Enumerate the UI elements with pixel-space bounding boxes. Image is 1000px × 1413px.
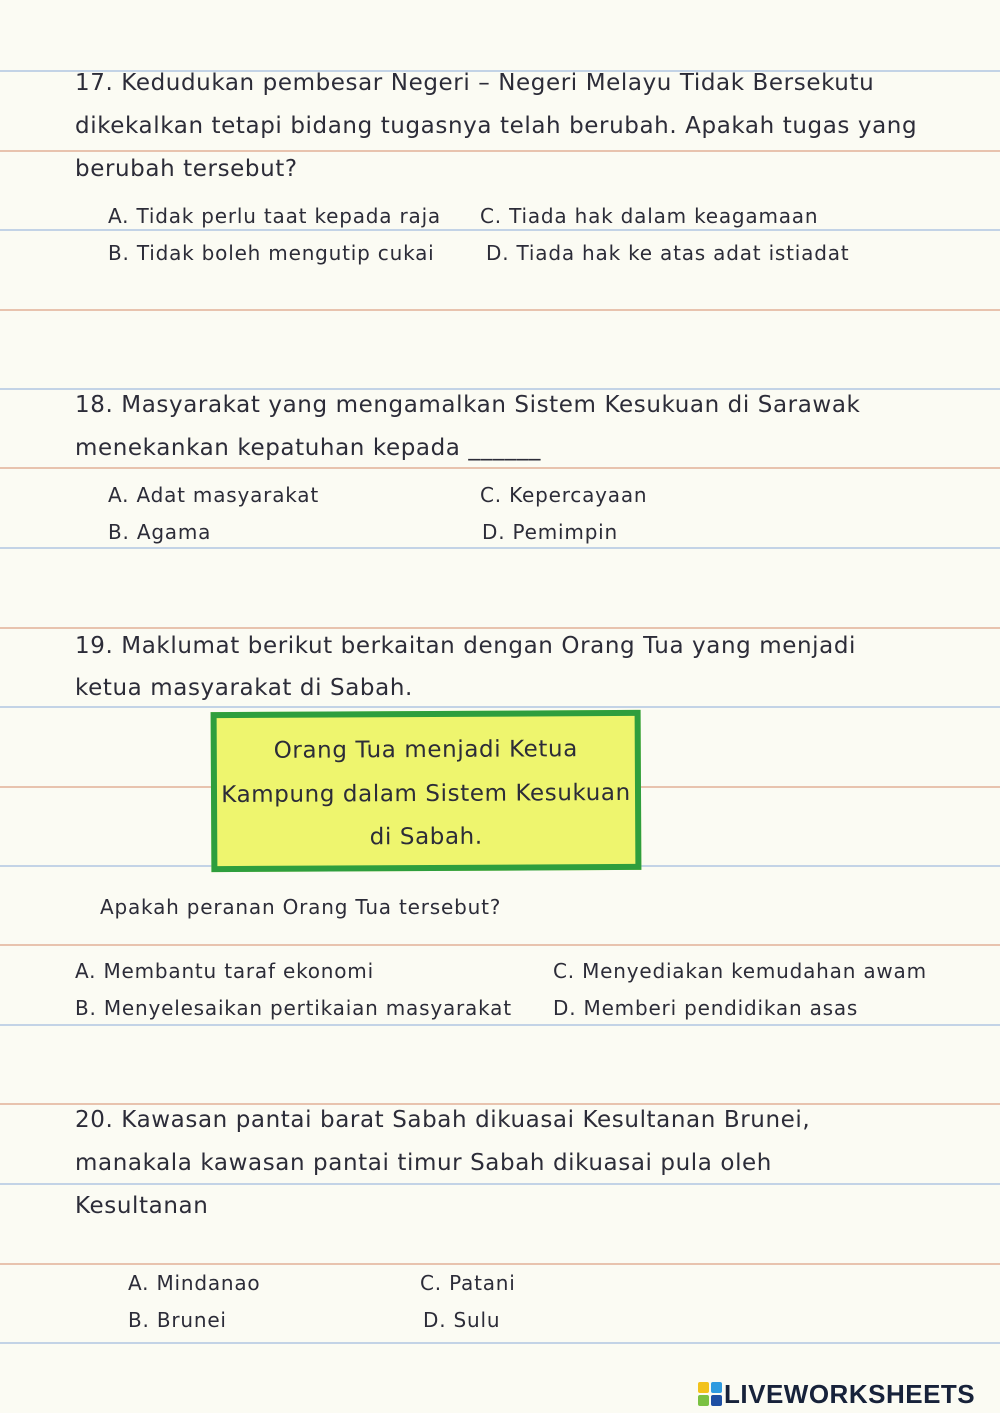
question-18-option-a[interactable]: A. Adat masyarakat	[108, 483, 319, 507]
logo-square	[698, 1382, 709, 1393]
liveworksheets-icon	[698, 1382, 722, 1406]
question-17-text-line-1: 17. Kedudukan pembesar Negeri – Negeri Melayu Tidak Bersekutu	[75, 70, 875, 96]
rule-line	[0, 706, 1000, 708]
question-18-text-line-2: menekankan kepatuhan kepada ______	[75, 435, 542, 461]
question-18-text-line-1: 18. Masyarakat yang mengamalkan Sistem Kesukuan di Sarawak	[75, 392, 861, 418]
question-17-text-line-2: dikekalkan tetapi bidang tugasnya telah berubah. Apakah tugas yang	[75, 113, 918, 139]
callout-line-1: Orang Tua menjadi Ketua	[273, 736, 578, 764]
logo-square	[698, 1395, 709, 1406]
info-callout-box	[211, 710, 642, 872]
logo-square	[711, 1382, 722, 1393]
rule-line	[0, 1103, 1000, 1105]
rule-line	[0, 944, 1000, 946]
rule-line	[0, 1024, 1000, 1026]
question-19-prompt: Apakah peranan Orang Tua tersebut?	[100, 895, 502, 919]
callout-line-3: di Sabah.	[369, 823, 483, 851]
rule-line	[0, 1342, 1000, 1344]
question-19-text-line-2: ketua masyarakat di Sabah.	[75, 675, 413, 701]
callout-line-2: Kampung dalam Sistem Kesukuan	[221, 779, 631, 809]
question-17-option-b[interactable]: B. Tidak boleh mengutip cukai	[108, 241, 435, 265]
rule-line	[0, 627, 1000, 629]
question-20-option-d[interactable]: D. Sulu	[423, 1308, 501, 1332]
rule-line	[0, 467, 1000, 469]
question-20-text-line-2: manakala kawasan pantai timur Sabah dikuasai pula oleh	[75, 1150, 772, 1176]
question-18-option-d[interactable]: D. Pemimpin	[482, 520, 619, 544]
question-19-option-a[interactable]: A. Membantu taraf ekonomi	[75, 959, 374, 983]
question-20-option-c[interactable]: C. Patani	[420, 1271, 516, 1295]
rule-line	[0, 229, 1000, 231]
question-18-option-c[interactable]: C. Kepercayaan	[480, 483, 648, 507]
question-20-option-a[interactable]: A. Mindanao	[128, 1271, 261, 1295]
question-17-option-c[interactable]: C. Tiada hak dalam keagamaan	[480, 204, 819, 228]
question-19-option-b[interactable]: B. Menyelesaikan pertikaian masyarakat	[75, 996, 512, 1020]
question-19-option-c[interactable]: C. Menyediakan kemudahan awam	[553, 959, 927, 983]
question-18-option-b[interactable]: B. Agama	[108, 520, 212, 544]
rule-line	[0, 1183, 1000, 1185]
question-17-option-a[interactable]: A. Tidak perlu taat kepada raja	[108, 204, 441, 228]
question-20-text-line-1: 20. Kawasan pantai barat Sabah dikuasai Kesultanan Brunei,	[75, 1107, 811, 1133]
liveworksheets-logo	[698, 1378, 975, 1410]
question-19-text-line-1: 19. Maklumat berikut berkaitan dengan Orang Tua yang menjadi	[75, 633, 857, 659]
question-19-option-d[interactable]: D. Memberi pendidikan asas	[553, 996, 859, 1020]
brand-name: LIVEWORKSHEETS	[724, 1378, 976, 1409]
rule-line	[0, 1263, 1000, 1265]
logo-square	[711, 1395, 722, 1406]
question-20-option-b[interactable]: B. Brunei	[128, 1308, 227, 1332]
question-20-text-line-3: Kesultanan	[75, 1193, 209, 1219]
rule-line	[0, 388, 1000, 390]
rule-line	[0, 150, 1000, 152]
rule-line	[0, 309, 1000, 311]
question-17-text-line-3: berubah tersebut?	[75, 156, 298, 182]
rule-line	[0, 547, 1000, 549]
question-17-option-d[interactable]: D. Tiada hak ke atas adat istiadat	[486, 241, 850, 265]
